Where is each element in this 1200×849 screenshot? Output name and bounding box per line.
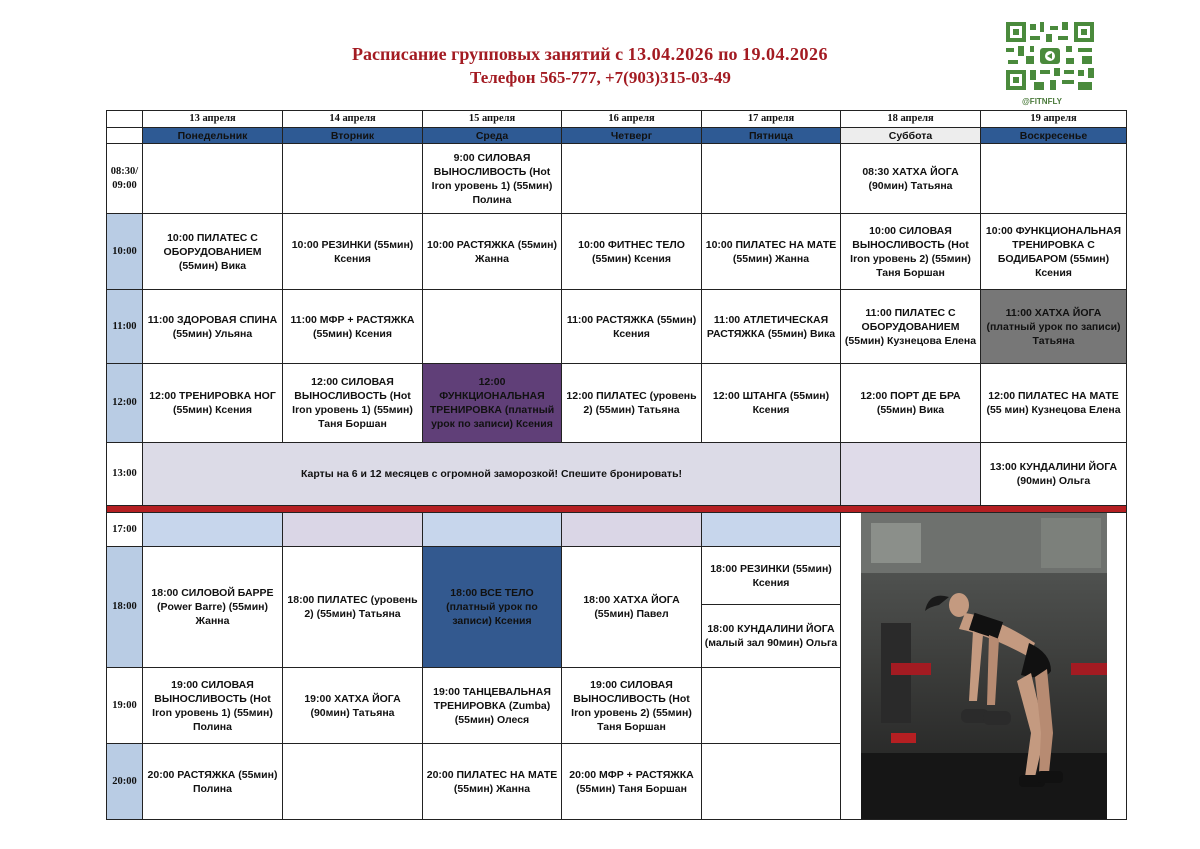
time-cell: 12:00 — [107, 364, 143, 443]
promo-photo — [841, 513, 1127, 820]
class-slot[interactable]: 10:00 ФИТНЕС ТЕЛО (55мин) Ксения — [562, 214, 702, 290]
date-from: 13.04.2026 — [627, 44, 714, 64]
schedule-table — [106, 110, 1127, 820]
class-slot[interactable]: 20:00 ПИЛАТЕС НА МАТЕ (55мин) Жанна — [423, 744, 562, 820]
class-slot[interactable]: 11:00 МФР + РАСТЯЖКА (55мин) Ксения — [283, 290, 423, 364]
day-sat: Суббота — [841, 128, 981, 144]
empty-slot — [562, 513, 702, 547]
day-thu: Четверг — [562, 128, 702, 144]
date-tue: 14 апреля — [283, 111, 423, 128]
row-1200 — [107, 364, 1127, 443]
class-slot[interactable]: 12:00 ПИЛАТЕС (уровень 2) (55мин) Татьяна — [562, 364, 702, 443]
class-slot-paid[interactable]: 12:00 ФУНКЦИОНАЛЬНАЯ ТРЕНИРОВКА (платный урок по записи) Ксения — [423, 364, 562, 443]
day-fri: Пятница — [702, 128, 841, 144]
empty-slot — [702, 744, 841, 820]
page-title — [352, 44, 892, 65]
corner-cell — [107, 111, 143, 128]
class-slot[interactable]: 12:00 СИЛОВАЯ ВЫНОСЛИВОСТЬ (Hot Iron уровень 1) (55мин) Таня Боршан — [283, 364, 423, 443]
time-cell: 17:00 — [107, 513, 143, 547]
class-slot[interactable]: 11:00 ЗДОРОВАЯ СПИНА (55мин) Ульяна — [143, 290, 283, 364]
empty-slot — [702, 144, 841, 214]
date-to: 19.04.2026 — [741, 44, 828, 64]
date-sat: 18 апреля — [841, 111, 981, 128]
class-slot[interactable]: 12:00 ШТАНГА (55мин) Ксения — [702, 364, 841, 443]
row-1700 — [107, 513, 1127, 547]
class-slot[interactable]: 10:00 ПИЛАТЕС С ОБОРУДОВАНИЕМ (55мин) Вика — [143, 214, 283, 290]
row-0830 — [107, 144, 1127, 214]
class-slot[interactable]: 18:00 СИЛОВОЙ БАРРЕ (Power Barre) (55мин) Жанна — [143, 547, 283, 668]
class-slot[interactable]: 9:00 СИЛОВАЯ ВЫНОСЛИВОСТЬ (Hot Iron уровень 1) (55мин) Полина — [423, 144, 562, 214]
time-cell: 13:00 — [107, 443, 143, 506]
empty-slot — [283, 144, 423, 214]
class-slot[interactable]: 10:00 РЕЗИНКИ (55мин) Ксения — [283, 214, 423, 290]
time-cell: 11:00 — [107, 290, 143, 364]
class-slot[interactable]: 19:00 СИЛОВАЯ ВЫНОСЛИВОСТЬ (Hot Iron уровень 1) (55мин) Полина — [143, 668, 283, 744]
separator-row — [107, 506, 1127, 513]
date-mon: 13 апреля — [143, 111, 283, 128]
empty-slot — [143, 144, 283, 214]
day-sun: Воскресенье — [981, 128, 1127, 144]
class-slot[interactable]: 11:00 АТЛЕТИЧЕСКАЯ РАСТЯЖКА (55мин) Вика — [702, 290, 841, 364]
weekdays-row — [107, 128, 1127, 144]
title-mid: по — [713, 44, 742, 64]
empty-slot — [143, 513, 283, 547]
class-slot[interactable]: 20:00 МФР + РАСТЯЖКА (55мин) Таня Боршан — [562, 744, 702, 820]
class-slot[interactable]: 10:00 СИЛОВАЯ ВЫНОСЛИВОСТЬ (Hot Iron уровень 2) (55мин) Таня Боршан — [841, 214, 981, 290]
class-slot[interactable]: 19:00 ХАТХА ЙОГА (90мин) Татьяна — [283, 668, 423, 744]
empty-slot — [423, 513, 562, 547]
class-slot[interactable]: 18:00 КУНДАЛИНИ ЙОГА (малый зал 90мин) Ольга — [702, 605, 841, 668]
time-cell: 18:00 — [107, 547, 143, 668]
red-divider — [107, 506, 1127, 513]
class-slot[interactable]: 12:00 ПИЛАТЕС НА МАТЕ (55 мин) Кузнецова Елена — [981, 364, 1127, 443]
class-slot[interactable]: 10:00 ПИЛАТЕС НА МАТЕ (55мин) Жанна — [702, 214, 841, 290]
empty-slot — [283, 513, 423, 547]
qr-caption: @FITNFLY — [1022, 97, 1062, 106]
gym-photo-image — [861, 513, 1107, 819]
class-slot[interactable]: 18:00 РЕЗИНКИ (55мин) Ксения — [702, 547, 841, 605]
class-slot[interactable]: 10:00 РАСТЯЖКА (55мин) Жанна — [423, 214, 562, 290]
date-sun: 19 апреля — [981, 111, 1127, 128]
promo-banner: Карты на 6 и 12 месяцев с огромной заморозкой! Спешите бронировать! — [143, 443, 841, 506]
time-cell: 19:00 — [107, 668, 143, 744]
time-cell: 10:00 — [107, 214, 143, 290]
class-slot[interactable]: 19:00 СИЛОВАЯ ВЫНОСЛИВОСТЬ (Hot Iron уровень 2) (55мин) Таня Боршан — [562, 668, 702, 744]
class-slot[interactable]: 18:00 ПИЛАТЕС (уровень 2) (55мин) Татьяна — [283, 547, 423, 668]
title-prefix: Расписание групповых занятий с — [352, 44, 628, 64]
class-slot[interactable]: 13:00 КУНДАЛИНИ ЙОГА (90мин) Ольга — [981, 443, 1127, 506]
class-slot[interactable]: 12:00 ТРЕНИРОВКА НОГ (55мин) Ксения — [143, 364, 283, 443]
time-cell: 20:00 — [107, 744, 143, 820]
date-fri: 17 апреля — [702, 111, 841, 128]
qr-code-icon[interactable] — [1004, 20, 1096, 92]
class-slot[interactable]: 19:00 ТАНЦЕВАЛЬНАЯ ТРЕНИРОВКА (Zumba) (55мин) Олеся — [423, 668, 562, 744]
day-mon: Понедельник — [143, 128, 283, 144]
date-wed: 15 апреля — [423, 111, 562, 128]
row-1300 — [107, 443, 1127, 506]
class-slot[interactable]: 12:00 ПОРТ ДЕ БРА (55мин) Вика — [841, 364, 981, 443]
page-header — [0, 0, 1200, 105]
corner-cell-2 — [107, 128, 143, 144]
class-slot[interactable]: 08:30 ХАТХА ЙОГА (90мин) Татьяна — [841, 144, 981, 214]
empty-slot — [702, 668, 841, 744]
row-1000 — [107, 214, 1127, 290]
class-slot[interactable]: 10:00 ФУНКЦИОНАЛЬНАЯ ТРЕНИРОВКА С БОДИБАРОМ (55мин) Ксения — [981, 214, 1127, 290]
class-slot[interactable]: 18:00 ХАТХА ЙОГА (55мин) Павел — [562, 547, 702, 668]
class-slot-paid[interactable]: 18:00 ВСЕ ТЕЛО (платный урок по записи) Ксения — [423, 547, 562, 668]
class-slot[interactable]: 11:00 РАСТЯЖКА (55мин) Ксения — [562, 290, 702, 364]
class-slot-paid[interactable]: 11:00 ХАТХА ЙОГА (платный урок по записи) Татьяна — [981, 290, 1127, 364]
empty-slot — [423, 290, 562, 364]
class-slot[interactable]: 11:00 ПИЛАТЕС С ОБОРУДОВАНИЕМ (55мин) Кузнецова Елена — [841, 290, 981, 364]
dates-row — [107, 111, 1127, 128]
time-cell: 08:30/ 09:00 — [107, 144, 143, 214]
class-slot[interactable]: 20:00 РАСТЯЖКА (55мин) Полина — [143, 744, 283, 820]
empty-slot — [841, 443, 981, 506]
empty-slot — [981, 144, 1127, 214]
day-tue: Вторник — [283, 128, 423, 144]
woman-lifting-dumbbells-image — [861, 513, 1107, 819]
row-1100 — [107, 290, 1127, 364]
day-wed: Среда — [423, 128, 562, 144]
empty-slot — [283, 744, 423, 820]
empty-slot — [702, 513, 841, 547]
date-thu: 16 апреля — [562, 111, 702, 128]
phone-line: Телефон 565-777, +7(903)315-03-49 — [470, 68, 731, 87]
empty-slot — [562, 144, 702, 214]
